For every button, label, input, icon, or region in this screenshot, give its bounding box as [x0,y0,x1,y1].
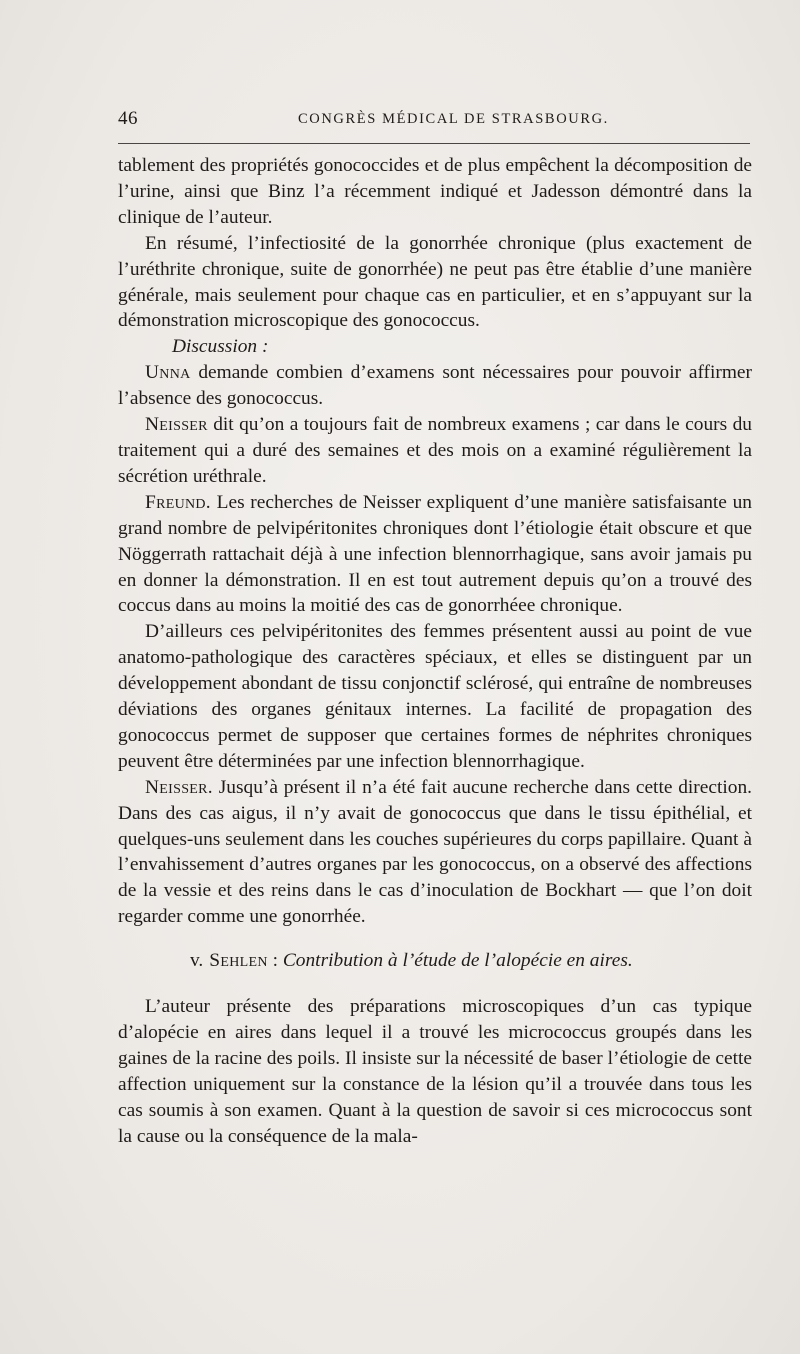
paragraph-freund [118,490,752,620]
paragraph-neisser-2 [118,775,752,930]
section-author: Sehlen [209,950,268,972]
page-number: 46 [118,108,138,129]
paragraph-neisser [118,412,752,490]
speaker-name: Neisser. [145,776,213,798]
paragraph: D’ailleurs ces pelvipéritonites des femmes présentent aussi au point de vue anatomo-pathologique des caractères spéciaux, et elles se distinguent par un développement abondant de tissu conjonctif sclérosé, qui entraîne de nombreuses déviations des organes génitaux internes. La facilité de propagation des gonococcus permet de supposer que certaines formes de néphrites chroniques peuvent être déterminées par une infection blennorrhagique. [118,621,752,772]
paragraph: tablement des propriétés gonococcides et de plus empêchent la décomposition de l’urine, ainsi que Binz l’a récemment indiqué et Jadesson démontré dans la clinique de l’auteur. [118,155,752,228]
section-title [118,948,752,974]
section-number: v. [190,950,204,972]
speaker-name: Freund. [145,491,211,513]
speaker-name: Neisser [145,414,208,436]
paragraph: En résumé, l’infectiosité de la gonorrhée chronique (plus exactement de l’uréthrite chronique, suite de gonorrhée) ne peut pas être établie d’une manière générale, mais seulement pour chaque cas en particulier, et en s’appuyant sur la démonstration microscopique des gonococcus. [118,232,752,332]
section-title-text: Contribution à l’étude de l’alopécie en aires. [282,950,633,972]
speaker-text: Les recherches de Neisser expliquent d’une manière satisfaisante un grand nombre de pelvipéritonites chroniques dont l’étiologie était obscure et que Nöggerrath rattachait déjà à une infection blennorrhagique, sans avoir jamais pu en donner la démonstration. Il en est tout autrement depuis qu’on a trouvé des coccus dans au moins la moitié des cas de gonorrhéee chronique. [118,491,752,617]
paragraph-unna [118,360,752,412]
speaker-text: demande combien d’examens sont nécessaires pour pouvoir affirmer l’absence des gonococcus. [118,362,752,410]
paragraph: L’auteur présente des préparations microscopiques d’un cas typique d’alopécie en aires dans lequel il a trouvé les micrococcus groupés dans les gaines de la racine des poils. Il insiste sur la nécessité de baser l’étiologie de cette affection uniquement sur la constance de la lésion qu’il a trouvée dans tous les cas soumis à son examen. Quant à la question de savoir si ces micrococcus sont la cause ou la conséquence de la mala- [118,996,752,1147]
speaker-text: dit qu’on a toujours fait de nombreux examens ; car dans le cours du traitement qui a duré des semaines et des mois on a examiné régulièrement la sécrétion uréthrale. [118,414,752,487]
speaker-name: Unna [145,362,191,384]
body-text [118,153,752,1150]
page-header [118,108,750,136]
header-rule [118,143,750,144]
running-title: CONGRÈS MÉDICAL DE STRASBOURG. [298,111,609,127]
discussion-label [118,334,752,360]
section-separator: : [267,950,283,972]
discussion-label-text: Discussion : [172,336,269,358]
speaker-text: Jusqu’à présent il n’a été fait aucune recherche dans cette direction. Dans des cas aigus, il n’y avait de gonococcus que dans le tissu épithélial, et quelques-uns seulement dans les couches supérieures du corps papillaire. Quant à l’envahissement d’autres organes par les gonococcus, on a observé des affections de la vessie et des reins dans le cas d’inoculation de Bockhart — que l’on doit regarder comme une gonorrhée. [118,776,752,928]
